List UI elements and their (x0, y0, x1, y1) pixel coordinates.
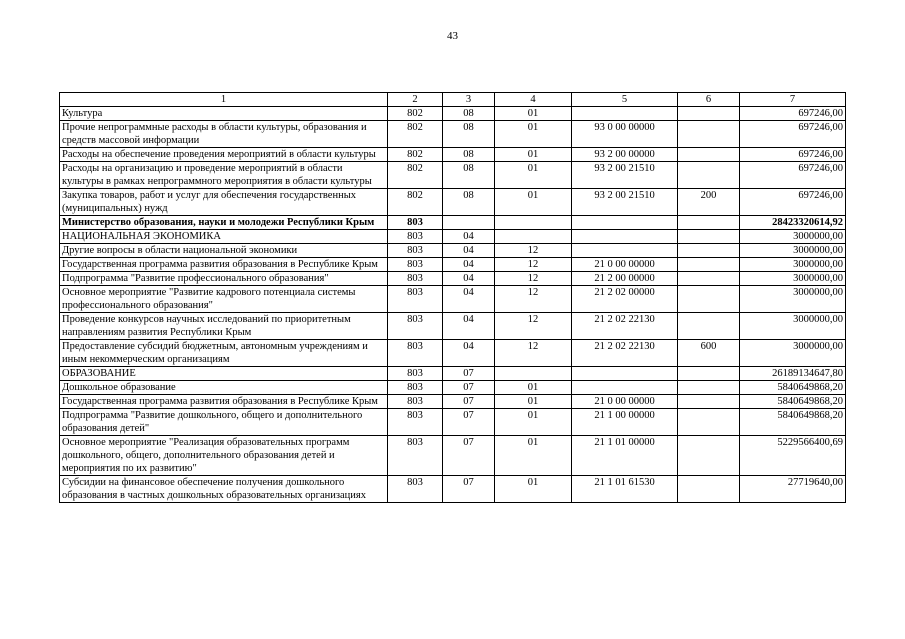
amount-cell: 28423320614,92 (740, 216, 846, 230)
subsection-cell: 12 (495, 286, 572, 313)
subsection-cell: 01 (495, 476, 572, 503)
subsection-cell: 12 (495, 272, 572, 286)
expense-type-cell (678, 476, 740, 503)
table-row (60, 107, 846, 121)
amount-cell: 5229566400,69 (740, 436, 846, 476)
table-row (60, 476, 846, 503)
gov-code-cell: 802 (388, 162, 443, 189)
table-row (60, 340, 846, 367)
table-row (60, 395, 846, 409)
expense-type-cell (678, 286, 740, 313)
row-name-cell: Культура (60, 107, 388, 121)
section-cell (443, 216, 495, 230)
gov-code-cell: 802 (388, 107, 443, 121)
row-name-cell: Государственная программа развития образования в Республике Крым (60, 395, 388, 409)
subsection-cell: 01 (495, 381, 572, 395)
gov-code-cell: 803 (388, 230, 443, 244)
header-cell: 5 (572, 93, 678, 107)
section-cell: 04 (443, 340, 495, 367)
header-cell: 7 (740, 93, 846, 107)
gov-code-cell: 803 (388, 216, 443, 230)
section-cell: 08 (443, 121, 495, 148)
gov-code-cell: 803 (388, 381, 443, 395)
amount-cell: 5840649868,20 (740, 395, 846, 409)
gov-code-cell: 803 (388, 286, 443, 313)
amount-cell: 3000000,00 (740, 258, 846, 272)
target-article-cell: 21 1 01 00000 (572, 436, 678, 476)
section-cell: 08 (443, 189, 495, 216)
table-body (60, 107, 846, 503)
section-cell: 04 (443, 272, 495, 286)
subsection-cell (495, 367, 572, 381)
amount-cell: 3000000,00 (740, 230, 846, 244)
row-name-cell: Другие вопросы в области национальной экономики (60, 244, 388, 258)
gov-code-cell: 803 (388, 313, 443, 340)
amount-cell: 697246,00 (740, 189, 846, 216)
row-name-cell: Предоставление субсидий бюджетным, автономным учреждениям и иным некоммерческим организациям (60, 340, 388, 367)
target-article-cell (572, 230, 678, 244)
target-article-cell (572, 216, 678, 230)
gov-code-cell: 803 (388, 436, 443, 476)
amount-cell: 26189134647,80 (740, 367, 846, 381)
table-row (60, 258, 846, 272)
amount-cell: 697246,00 (740, 162, 846, 189)
row-name-cell: Основное мероприятие "Реализация образовательных программ дошкольного, общего, дополнительного образования детей и мероприятия по их развитию" (60, 436, 388, 476)
subsection-cell (495, 216, 572, 230)
expense-type-cell: 600 (678, 340, 740, 367)
header-row (60, 93, 846, 107)
section-cell: 08 (443, 148, 495, 162)
row-name-cell: Проведение конкурсов научных исследований по приоритетным направлениям развития Республики Крым (60, 313, 388, 340)
target-article-cell: 21 2 02 00000 (572, 286, 678, 313)
section-cell: 04 (443, 244, 495, 258)
header-cell: 1 (60, 93, 388, 107)
section-cell: 07 (443, 395, 495, 409)
gov-code-cell: 803 (388, 340, 443, 367)
section-cell: 04 (443, 258, 495, 272)
table-row (60, 244, 846, 258)
row-name-cell: Государственная программа развития образования в Республике Крым (60, 258, 388, 272)
section-cell: 07 (443, 381, 495, 395)
target-article-cell (572, 367, 678, 381)
table-row (60, 162, 846, 189)
subsection-cell (495, 230, 572, 244)
header-cell: 3 (443, 93, 495, 107)
gov-code-cell: 802 (388, 189, 443, 216)
row-name-cell: ОБРАЗОВАНИЕ (60, 367, 388, 381)
expense-type-cell (678, 272, 740, 286)
expense-type-cell (678, 381, 740, 395)
section-cell: 07 (443, 476, 495, 503)
target-article-cell: 21 2 02 22130 (572, 313, 678, 340)
target-article-cell (572, 107, 678, 121)
target-article-cell: 21 2 00 00000 (572, 272, 678, 286)
row-name-cell: Закупка товаров, работ и услуг для обеспечения государственных (муниципальных) нужд (60, 189, 388, 216)
target-article-cell (572, 381, 678, 395)
amount-cell: 27719640,00 (740, 476, 846, 503)
target-article-cell: 21 1 00 00000 (572, 409, 678, 436)
amount-cell: 5840649868,20 (740, 409, 846, 436)
gov-code-cell: 803 (388, 367, 443, 381)
row-name-cell: Основное мероприятие "Развитие кадрового потенциала системы профессионального образования" (60, 286, 388, 313)
gov-code-cell: 803 (388, 258, 443, 272)
table-row (60, 367, 846, 381)
section-cell: 08 (443, 162, 495, 189)
expense-type-cell (678, 148, 740, 162)
amount-cell: 3000000,00 (740, 272, 846, 286)
table-row (60, 230, 846, 244)
gov-code-cell: 803 (388, 395, 443, 409)
expense-type-cell (678, 258, 740, 272)
target-article-cell: 21 0 00 00000 (572, 395, 678, 409)
table-row (60, 286, 846, 313)
table-row (60, 148, 846, 162)
header-cell: 2 (388, 93, 443, 107)
amount-cell: 3000000,00 (740, 313, 846, 340)
expense-type-cell (678, 216, 740, 230)
row-name-cell: Расходы на обеспечение проведения мероприятий в области культуры (60, 148, 388, 162)
target-article-cell: 21 0 00 00000 (572, 258, 678, 272)
subsection-cell: 01 (495, 395, 572, 409)
row-name-cell: Подпрограмма "Развитие дошкольного, общего и дополнительного образования детей" (60, 409, 388, 436)
subsection-cell: 01 (495, 436, 572, 476)
subsection-cell: 12 (495, 340, 572, 367)
subsection-cell: 01 (495, 162, 572, 189)
subsection-cell: 01 (495, 107, 572, 121)
expense-type-cell (678, 313, 740, 340)
section-cell: 04 (443, 313, 495, 340)
gov-code-cell: 803 (388, 476, 443, 503)
table-row (60, 121, 846, 148)
amount-cell: 3000000,00 (740, 286, 846, 313)
target-article-cell: 21 2 02 22130 (572, 340, 678, 367)
expense-type-cell (678, 244, 740, 258)
table-row (60, 313, 846, 340)
gov-code-cell: 802 (388, 148, 443, 162)
subsection-cell: 12 (495, 244, 572, 258)
expense-type-cell (678, 395, 740, 409)
amount-cell: 5840649868,20 (740, 381, 846, 395)
row-name-cell: Подпрограмма "Развитие профессионального образования" (60, 272, 388, 286)
row-name-cell: Прочие непрограммные расходы в области культуры, образования и средств массовой информации (60, 121, 388, 148)
subsection-cell: 01 (495, 409, 572, 436)
row-name-cell: НАЦИОНАЛЬНАЯ ЭКОНОМИКА (60, 230, 388, 244)
section-cell: 07 (443, 436, 495, 476)
amount-cell: 697246,00 (740, 121, 846, 148)
amount-cell: 3000000,00 (740, 340, 846, 367)
row-name-cell: Субсидии на финансовое обеспечение получения дошкольного образования в частных дошкольных образовательных организациях (60, 476, 388, 503)
section-cell: 04 (443, 230, 495, 244)
table-row (60, 189, 846, 216)
amount-cell: 3000000,00 (740, 244, 846, 258)
section-cell: 07 (443, 367, 495, 381)
expense-type-cell (678, 162, 740, 189)
gov-code-cell: 803 (388, 244, 443, 258)
table-row (60, 381, 846, 395)
section-cell: 07 (443, 409, 495, 436)
subsection-cell: 01 (495, 121, 572, 148)
subsection-cell: 01 (495, 148, 572, 162)
expense-type-cell (678, 436, 740, 476)
table-row (60, 409, 846, 436)
expense-type-cell: 200 (678, 189, 740, 216)
amount-cell: 697246,00 (740, 107, 846, 121)
row-name-cell: Министерство образования, науки и молодежи Республики Крым (60, 216, 388, 230)
target-article-cell: 93 2 00 21510 (572, 189, 678, 216)
gov-code-cell: 803 (388, 409, 443, 436)
target-article-cell: 21 1 01 61530 (572, 476, 678, 503)
page-number: 43 (447, 30, 458, 42)
expense-type-cell (678, 107, 740, 121)
amount-cell: 697246,00 (740, 148, 846, 162)
section-cell: 08 (443, 107, 495, 121)
budget-table (59, 92, 846, 503)
expense-type-cell (678, 409, 740, 436)
header-cell: 6 (678, 93, 740, 107)
subsection-cell: 12 (495, 258, 572, 272)
subsection-cell: 01 (495, 189, 572, 216)
subsection-cell: 12 (495, 313, 572, 340)
expense-type-cell (678, 367, 740, 381)
table-row (60, 272, 846, 286)
expense-type-cell (678, 230, 740, 244)
gov-code-cell: 803 (388, 272, 443, 286)
gov-code-cell: 802 (388, 121, 443, 148)
section-cell: 04 (443, 286, 495, 313)
table-row (60, 216, 846, 230)
row-name-cell: Расходы на организацию и проведение мероприятий в области культуры в рамках непрограммного мероприятия в области культуры (60, 162, 388, 189)
header-cell: 4 (495, 93, 572, 107)
target-article-cell: 93 2 00 21510 (572, 162, 678, 189)
target-article-cell (572, 244, 678, 258)
target-article-cell: 93 0 00 00000 (572, 121, 678, 148)
row-name-cell: Дошкольное образование (60, 381, 388, 395)
target-article-cell: 93 2 00 00000 (572, 148, 678, 162)
table-row (60, 436, 846, 476)
expense-type-cell (678, 121, 740, 148)
